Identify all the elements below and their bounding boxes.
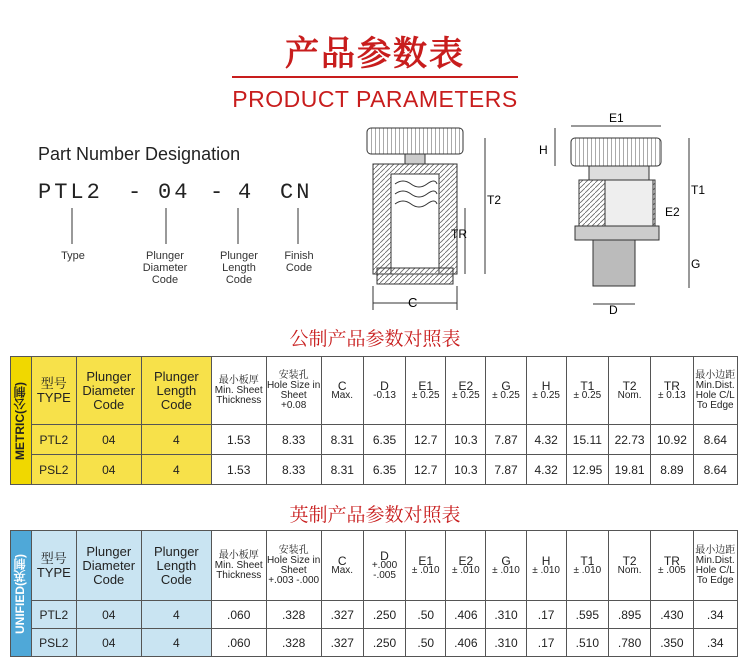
table-cell: 10.3 bbox=[446, 425, 486, 455]
table-cell: 1.53 bbox=[211, 425, 266, 455]
side-view-drawing bbox=[535, 108, 715, 318]
table-cell: .327 bbox=[321, 601, 363, 629]
table-cell: .060 bbox=[211, 601, 266, 629]
table-cell: PTL2 bbox=[32, 601, 76, 629]
dim-label-t2: T2 bbox=[487, 193, 502, 207]
metric-params-table bbox=[10, 356, 738, 485]
table-cell: 4 bbox=[142, 601, 212, 629]
table-row bbox=[11, 629, 738, 657]
code-type: PTL2 bbox=[38, 180, 103, 205]
table-cell: 8.31 bbox=[321, 455, 363, 485]
dim-label-c: C bbox=[408, 295, 418, 310]
page-title-en: PRODUCT PARAMETERS bbox=[232, 86, 518, 112]
hdr-plunger-diameter: Plunger Diameter Code bbox=[76, 357, 142, 425]
unified-side-label: UNIFIED(英制) bbox=[11, 531, 32, 657]
table-cell: .34 bbox=[693, 629, 738, 657]
hdr-tr: TR ± 0.13 bbox=[651, 357, 693, 425]
table-cell: .430 bbox=[651, 601, 693, 629]
table-cell: 15.11 bbox=[566, 425, 608, 455]
hdr-c: C Max. bbox=[321, 357, 363, 425]
hdr-t1: T1 ± .010 bbox=[566, 531, 608, 601]
hdr-h: H ± .010 bbox=[526, 531, 566, 601]
hdr-e1: E1 ± .010 bbox=[406, 531, 446, 601]
table-cell: 8.31 bbox=[321, 425, 363, 455]
code-dash: - bbox=[128, 180, 145, 205]
hdr-g: G ± 0.25 bbox=[486, 357, 526, 425]
table-cell: 4.32 bbox=[526, 425, 566, 455]
table-cell: PSL2 bbox=[32, 629, 76, 657]
table-cell: 4.32 bbox=[526, 455, 566, 485]
table-row bbox=[11, 455, 738, 485]
table-cell: 4 bbox=[142, 629, 212, 657]
hdr-plunger-length: Plunger Length Code bbox=[142, 531, 212, 601]
hdr-hole: 安装孔 Hole Size in Sheet +.003 -.000 bbox=[266, 531, 321, 601]
hdr-tr: TR ± .005 bbox=[651, 531, 693, 601]
table-cell: .595 bbox=[566, 601, 608, 629]
hdr-c: C Max. bbox=[321, 531, 363, 601]
table-cell: 04 bbox=[76, 425, 142, 455]
dim-label-h: H bbox=[539, 143, 548, 157]
code-dia: 04 bbox=[158, 180, 191, 205]
table-cell: .406 bbox=[446, 601, 486, 629]
table-cell: .250 bbox=[363, 601, 405, 629]
table-cell: 8.33 bbox=[266, 425, 321, 455]
unified-table-title: 英制产品参数对照表 bbox=[289, 504, 461, 526]
hdr-t2: T2 Nom. bbox=[608, 531, 650, 601]
table-cell: PSL2 bbox=[32, 455, 76, 485]
table-cell: 4 bbox=[142, 455, 212, 485]
table-cell: 6.35 bbox=[363, 425, 405, 455]
label-plunger-length: Plunger Length Code bbox=[220, 250, 258, 286]
hdr-plunger-diameter: Plunger Diameter Code bbox=[76, 531, 142, 601]
table-cell: 8.64 bbox=[693, 455, 738, 485]
table-cell: 12.7 bbox=[406, 455, 446, 485]
table-cell: .17 bbox=[526, 629, 566, 657]
metric-side-label: METRIC(公制) bbox=[11, 357, 32, 485]
dim-label-e1: E1 bbox=[609, 111, 624, 125]
hdr-type: 型号 TYPE bbox=[32, 531, 76, 601]
table-cell: 4 bbox=[142, 425, 212, 455]
dim-label-g: G bbox=[691, 257, 701, 271]
label-finish: Finish Code bbox=[284, 250, 314, 274]
hdr-e1: E1 ± 0.25 bbox=[406, 357, 446, 425]
table-cell: 04 bbox=[76, 601, 142, 629]
code-len: 4 bbox=[238, 180, 255, 205]
label-plunger-diameter: Plunger Diameter Code bbox=[142, 250, 188, 286]
hdr-e2: E2 ± 0.25 bbox=[446, 357, 486, 425]
hdr-hole: 安装孔 Hole Size in Sheet +0.08 bbox=[266, 357, 321, 425]
table-cell: .310 bbox=[486, 629, 526, 657]
table-cell: .310 bbox=[486, 601, 526, 629]
hdr-d: D +.000 -.005 bbox=[363, 531, 405, 601]
hdr-min-dist: 最小边距 Min.Dist. Hole C/L To Edge bbox=[693, 531, 738, 601]
dim-label-e2: E2 bbox=[665, 205, 680, 219]
table-cell: 12.95 bbox=[566, 455, 608, 485]
dim-label-t1: T1 bbox=[691, 183, 706, 197]
code-dash: - bbox=[210, 180, 227, 205]
hdr-d: D -0.13 bbox=[363, 357, 405, 425]
table-cell: 10.3 bbox=[446, 455, 486, 485]
table-cell: .50 bbox=[406, 601, 446, 629]
table-cell: PTL2 bbox=[32, 425, 76, 455]
code-finish: CN bbox=[280, 180, 313, 205]
hdr-min-sheet: 最小板厚 Min. Sheet Thickness bbox=[211, 531, 266, 601]
table-cell: .17 bbox=[526, 601, 566, 629]
hdr-e2: E2 ± .010 bbox=[446, 531, 486, 601]
table-cell: 8.64 bbox=[693, 425, 738, 455]
table-cell: 8.33 bbox=[266, 455, 321, 485]
dim-label-tr: TR bbox=[451, 227, 467, 241]
hdr-min-dist: 最小边距 Min.Dist. Hole C/L To Edge bbox=[693, 357, 738, 425]
table-cell: .327 bbox=[321, 629, 363, 657]
table-cell: .328 bbox=[266, 629, 321, 657]
hdr-plunger-length: Plunger Length Code bbox=[142, 357, 212, 425]
title-divider bbox=[232, 76, 518, 78]
unified-params-table bbox=[10, 530, 738, 657]
table-cell: .50 bbox=[406, 629, 446, 657]
table-row bbox=[11, 601, 738, 629]
table-cell: .34 bbox=[693, 601, 738, 629]
label-type: Type bbox=[61, 250, 85, 262]
table-cell: 1.53 bbox=[211, 455, 266, 485]
part-number-heading: Part Number Designation bbox=[38, 144, 241, 164]
section-drawing bbox=[355, 118, 515, 318]
table-cell: 04 bbox=[76, 455, 142, 485]
table-cell: 8.89 bbox=[651, 455, 693, 485]
table-cell: 12.7 bbox=[406, 425, 446, 455]
table-cell: 6.35 bbox=[363, 455, 405, 485]
table-cell: 22.73 bbox=[608, 425, 650, 455]
hdr-min-sheet: 最小板厚 Min. Sheet Thickness bbox=[211, 357, 266, 425]
page-title-cn: 产品参数表 bbox=[285, 34, 465, 74]
table-cell: .060 bbox=[211, 629, 266, 657]
table-cell: 7.87 bbox=[486, 425, 526, 455]
hdr-g: G ± .010 bbox=[486, 531, 526, 601]
table-cell: 19.81 bbox=[608, 455, 650, 485]
table-cell: .350 bbox=[651, 629, 693, 657]
table-cell: .250 bbox=[363, 629, 405, 657]
hdr-t1: T1 ± 0.25 bbox=[566, 357, 608, 425]
table-row bbox=[11, 425, 738, 455]
table-cell: 10.92 bbox=[651, 425, 693, 455]
hdr-t2: T2 Nom. bbox=[608, 357, 650, 425]
table-cell: 7.87 bbox=[486, 455, 526, 485]
table-cell: .510 bbox=[566, 629, 608, 657]
hdr-h: H ± 0.25 bbox=[526, 357, 566, 425]
metric-table-title: 公制产品参数对照表 bbox=[289, 328, 461, 350]
table-cell: .780 bbox=[608, 629, 650, 657]
table-cell: .895 bbox=[608, 601, 650, 629]
hdr-type: 型号 TYPE bbox=[32, 357, 76, 425]
table-cell: .406 bbox=[446, 629, 486, 657]
table-cell: 04 bbox=[76, 629, 142, 657]
dim-label-d: D bbox=[609, 303, 618, 317]
table-cell: .328 bbox=[266, 601, 321, 629]
